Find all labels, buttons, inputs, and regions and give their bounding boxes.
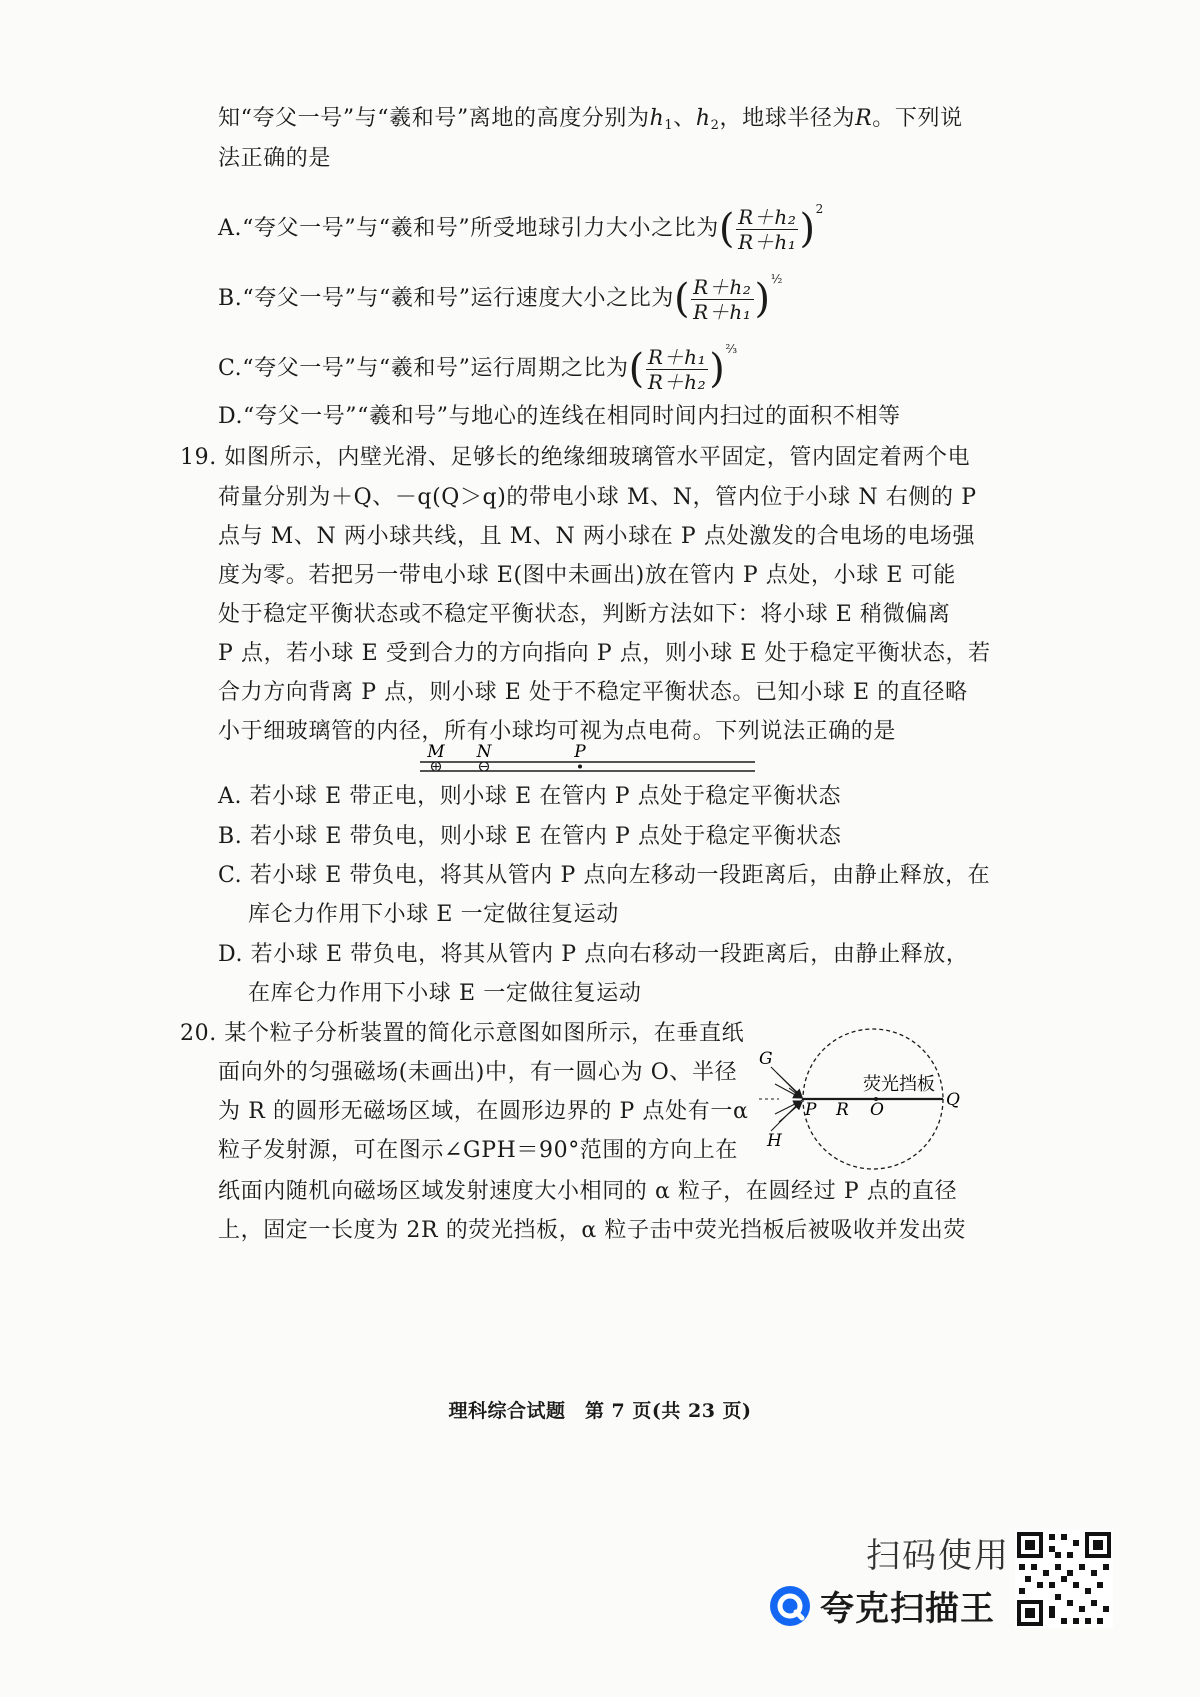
label-n: N [476,742,492,762]
option-a-denominator: R＋h₁ [738,229,797,254]
intro-line-2: 法正确的是 [218,146,332,171]
q19-line-2: 荷量分别为＋Q、－q(Q＞q)的带电小球 M、N，管内位于小球 N 右侧的 P [218,485,977,510]
q19-line-8: 小于细玻璃管的内径，所有小球均可视为点电荷。下列说法正确的是 [218,719,897,744]
option-b-denominator: R＋h₁ [693,299,752,324]
q20-line-1: 20. 某个粒子分析装置的简化示意图如图所示，在垂直纸 [180,1021,745,1046]
label-p: P [574,742,586,762]
option-d: D.“夸父一号”“羲和号”与地心的连线在相同时间内扫过的面积不相等 [218,404,901,429]
option-b-exponent: ½ [770,272,783,286]
option-c-text: C.“夸父一号”与“羲和号”运行周期之比为 [218,356,629,381]
option-a-exponent: 2 [815,202,824,216]
label-m: M [427,742,445,762]
option-b-numerator: R＋h₂ [693,274,752,299]
h1-symbol: h [649,106,665,131]
label-r: R [836,1100,849,1120]
option-b-fraction [691,275,753,324]
label-h: H [767,1131,782,1151]
option-c-numerator: R＋h₁ [647,344,707,369]
q20-line-4: 粒子发射源，可在图示∠GPH＝90°范围的方向上在 [218,1138,738,1163]
q20-line-5: 纸面内随机向磁场区域发射速度大小相同的 α 粒子，在圆经过 P 点的直径 [218,1179,958,1204]
option-c-exponent: ⅔ [725,342,738,356]
option-b-text: B.“夸父一号”与“羲和号”运行速度大小之比为 [218,286,674,311]
emission-arrow-4 [779,1102,802,1122]
q19-option-b: B. 若小球 E 带负电，则小球 E 在管内 P 点处于稳定平衡状态 [218,824,842,849]
intro-text-1a: 知“夸父一号”与“羲和号”离地的高度分别为 [218,106,650,131]
label-o: O [870,1100,884,1120]
emission-arrow-2 [775,1084,801,1098]
q20-line-2: 面向外的匀强磁场(未画出)中，有一圆心为 O、半径 [218,1060,738,1085]
option-a: A.“夸父一号”与“羲和号”所受地球引力大小之比为( $\frac{\text{R＋h₂}}{\text{R＋h₁}}$ )$^2$ [218,202,824,254]
q19-line-5: 处于稳定平衡状态或不稳定平衡状态，判断方法如下：将小球 E 稍微偏离 [218,602,951,627]
h1-subscript: 1 [664,118,674,133]
q19-option-a: A. 若小球 E 带正电，则小球 E 在管内 P 点处于稳定平衡状态 [218,784,842,809]
option-a-numerator: R＋h₂ [738,204,797,229]
h2-symbol: h [695,106,711,131]
r-symbol: R [855,106,873,131]
point-p [578,765,582,769]
option-c-denominator: R＋h₂ [647,369,707,394]
option-a-fraction [736,205,798,254]
intro-text-1b: ，地球半径为 [719,106,856,131]
intro-text-1c: 。下列说 [872,106,963,131]
label-g: G [759,1049,773,1069]
q20-particle-figure [755,1022,970,1172]
qr-code-icon[interactable] [1015,1530,1113,1628]
label-screen: 荧光挡板 [863,1074,935,1095]
scan-use-label: 扫码使用 [866,1536,1010,1576]
label-p: P [805,1100,817,1120]
brand-icon [768,1584,812,1628]
q19-option-c-line-2: 库仑力作用下小球 E 一定做往复运动 [248,902,619,927]
q19-line-1: 19. 如图所示，内壁光滑、足够长的绝缘细玻璃管水平固定，管内固定着两个电 [180,445,971,470]
q19-line-4: 度为零。若把另一带电小球 E(图中未画出)放在管内 P 点处，小球 E 可能 [218,563,956,588]
brand-name: 夸克扫描王 [820,1589,995,1629]
emission-arrow-1 [777,1073,802,1097]
option-c: C.“夸父一号”与“羲和号”运行周期之比为( $\frac{\text{R＋h₁}}{\text{R＋h₂}}$ )$^{\frac{2}{3}}$ [218,342,738,394]
q19-option-c-line-1: C. 若小球 E 带负电，将其从管内 P 点向左移动一段距离后，由静止释放，在 [218,863,991,888]
q20-line-3: 为 R 的圆形无磁场区域，在圆形边界的 P 点处有一α [218,1099,749,1124]
option-c-fraction [646,345,708,394]
q19-line-6: P 点，若小球 E 受到合力的方向指向 P 点，则小球 E 处于稳定平衡状态，若 [218,641,991,666]
page-footer: 理科综合试题 第 7 页(共 23 页) [448,1400,752,1422]
q19-line-7: 合力方向背离 P 点，则小球 E 处于不稳定平衡状态。已知小球 E 的直径略 [218,680,968,705]
intro-line-1 [218,104,963,141]
h2-subscript: 2 [710,118,720,133]
option-a-text: A.“夸父一号”与“羲和号”所受地球引力大小之比为 [218,216,719,241]
label-q: Q [946,1090,960,1110]
emission-arrow-3 [775,1101,801,1114]
option-b: B.“夸父一号”与“羲和号”运行速度大小之比为( $\frac{\text{R＋h₂}}{\text{R＋h₁}}$ )$^{\frac{1}{2}}$ [218,272,783,324]
q19-option-d-line-2: 在库仑力作用下小球 E 一定做往复运动 [248,981,642,1006]
q19-option-d-line-1: D. 若小球 E 带负电，将其从管内 P 点向右移动一段距离后，由静止释放， [218,942,969,967]
q19-line-3: 点与 M、N 两小球共线，且 M、N 两小球在 P 点处激发的合电场的电场强 [218,524,976,549]
brand-logo [768,1581,995,1630]
separator: 、 [673,106,696,131]
q20-line-6: 上，固定一长度为 2R 的荧光挡板，α 粒子击中荧光挡板后被吸收并发出荧 [218,1218,966,1243]
